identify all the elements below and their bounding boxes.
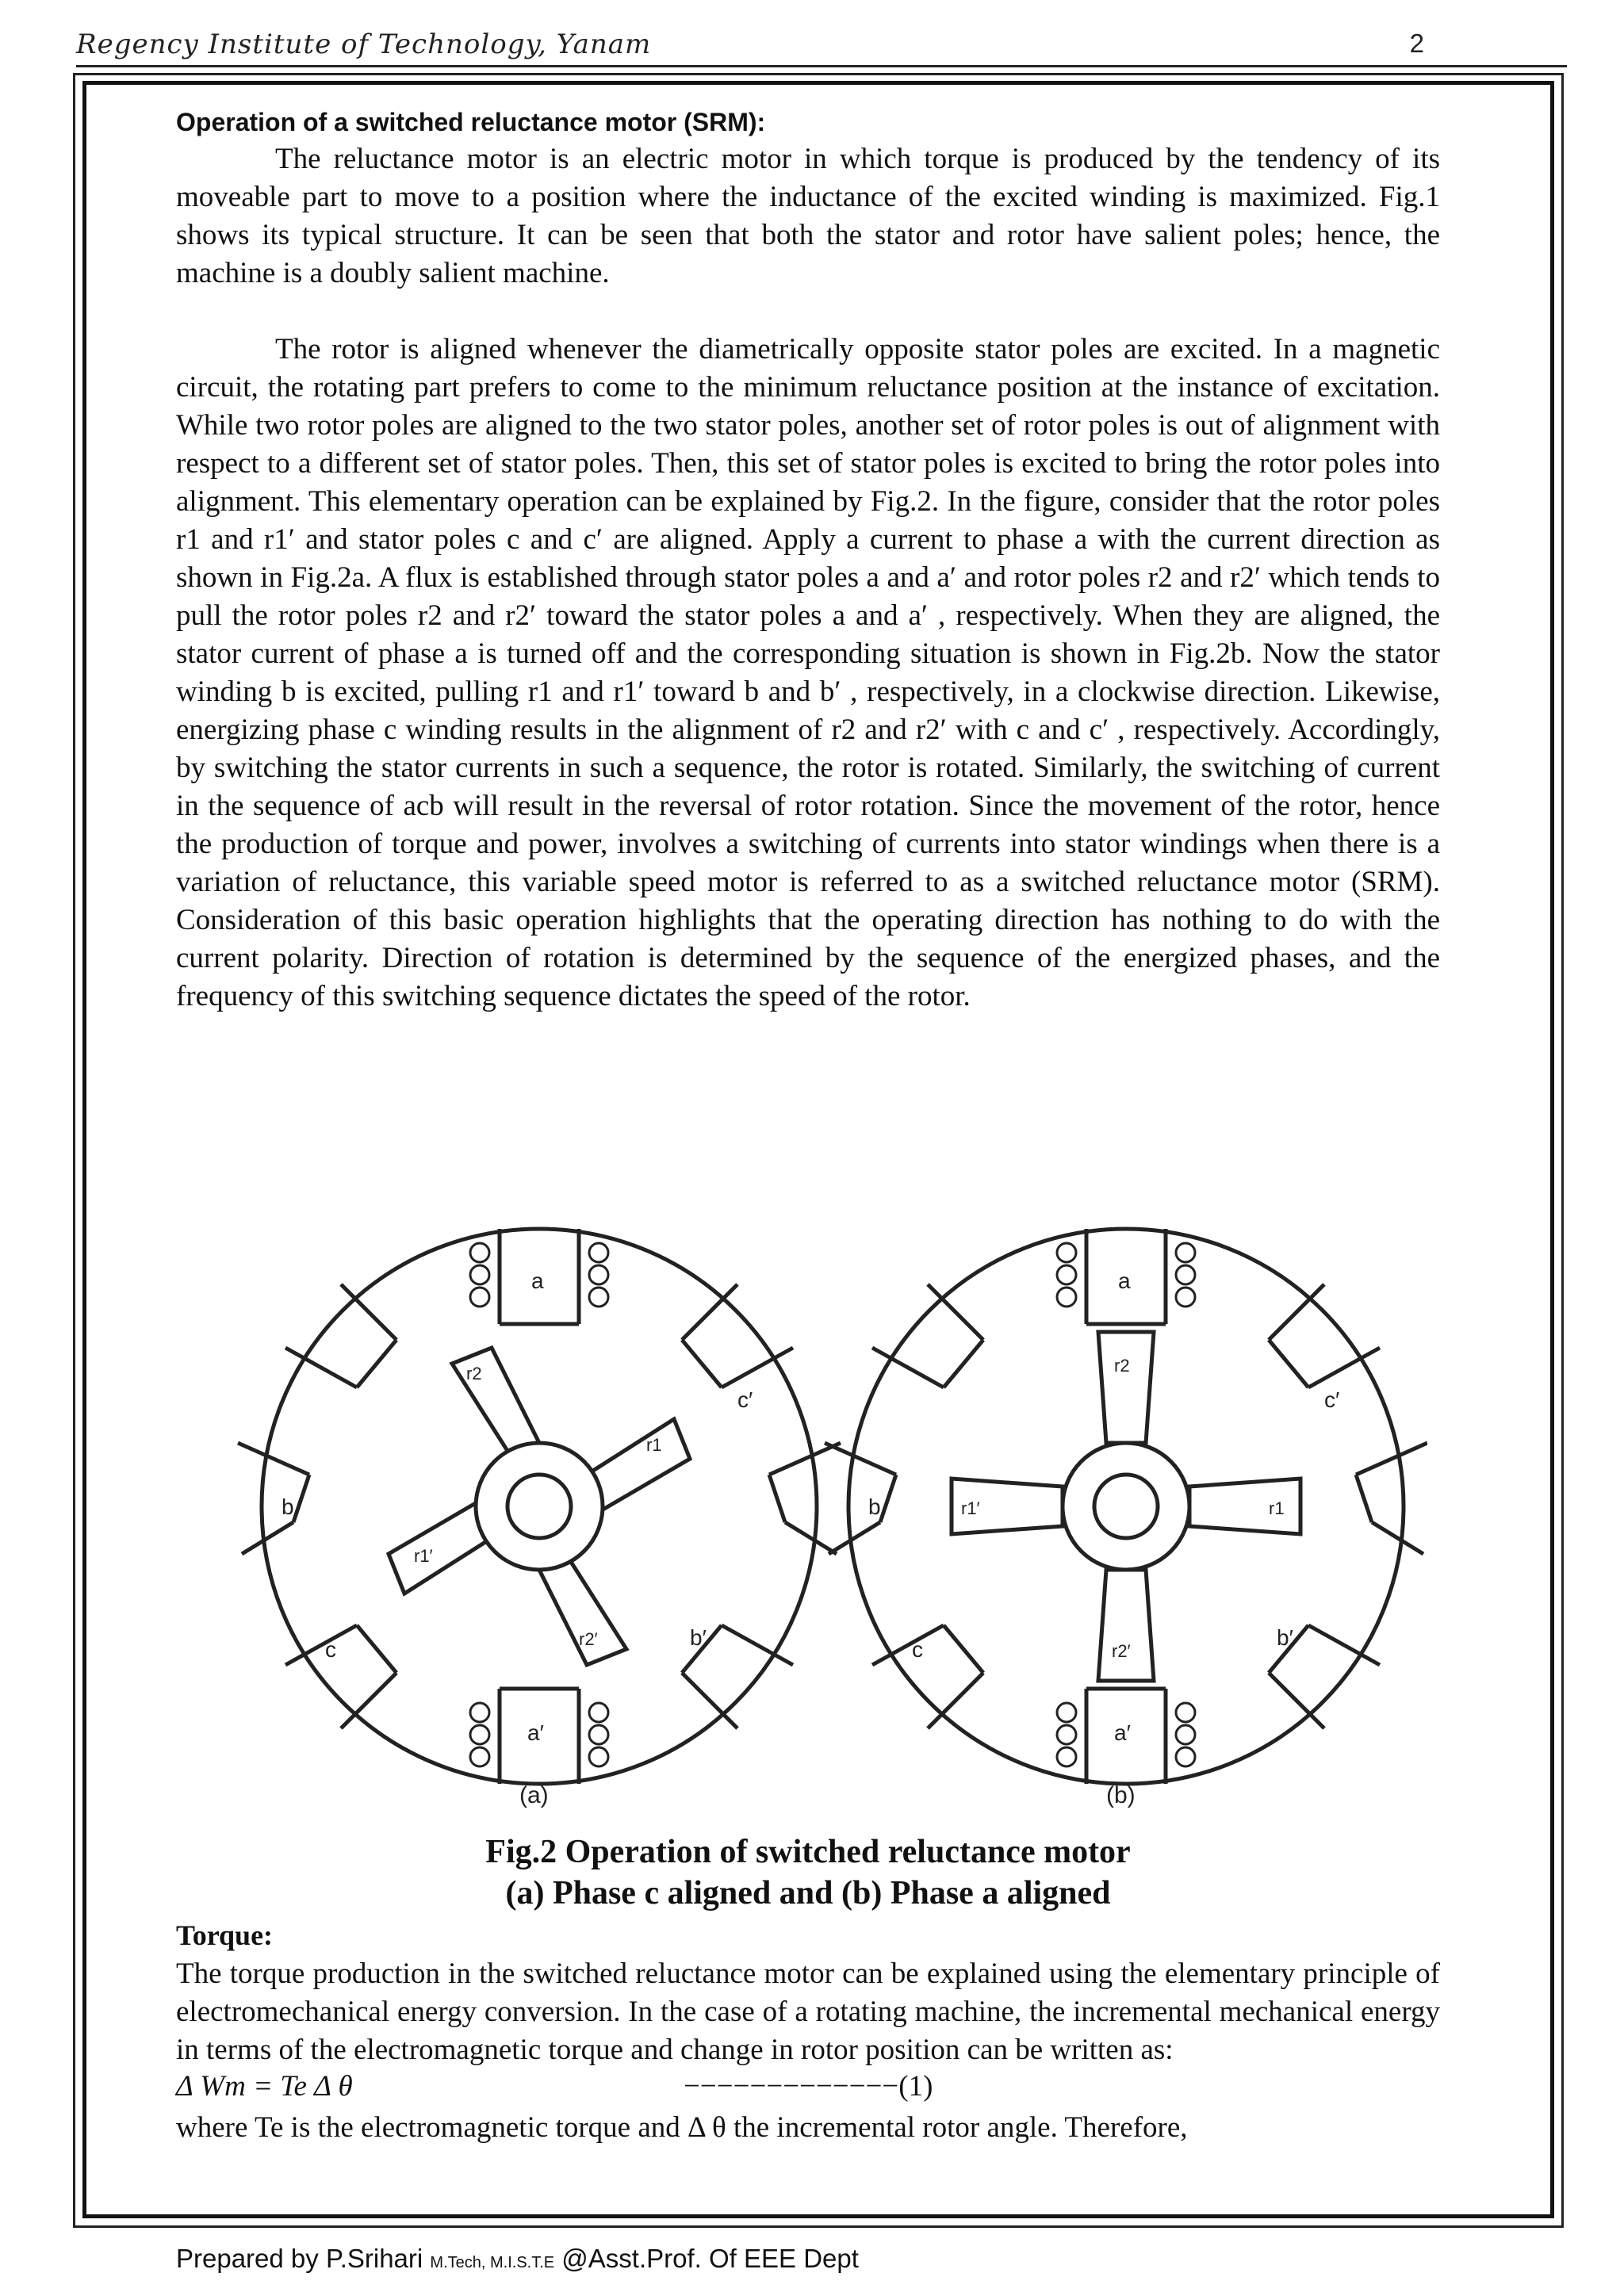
label-a-pole-c: c bbox=[325, 1637, 336, 1662]
footer-prefix: Prepared by P.Srihari bbox=[176, 2244, 431, 2273]
page-number: 2 bbox=[1409, 29, 1424, 58]
subfigure-label-b: (b) bbox=[1106, 1782, 1136, 1808]
label-a-r1-prime: r1′ bbox=[414, 1546, 433, 1566]
label-a-pole-a-prime: a′ bbox=[527, 1720, 544, 1745]
page-footer bbox=[176, 2244, 859, 2274]
motor-b bbox=[825, 1229, 1427, 1784]
label-b-pole-b-prime: b′ bbox=[1277, 1625, 1293, 1650]
torque-section bbox=[176, 1919, 1440, 2147]
figure-caption bbox=[176, 1831, 1440, 1914]
torque-paragraph: The torque production in the switched reluctance motor can be explained using the elementary principle of electromechanical energy conversion. In the case of a rotating machine, the incremental mechanical energy in terms of the electromagnetic torque and change in rotor position can be written as: bbox=[176, 1957, 1440, 2066]
subfigure-label-a: (a) bbox=[519, 1782, 549, 1808]
label-b-pole-b: b bbox=[868, 1494, 881, 1519]
torque-heading: Torque: bbox=[176, 1919, 274, 1951]
label-b-r2-prime: r2′ bbox=[1112, 1641, 1131, 1661]
equation-1 bbox=[176, 2069, 1440, 2109]
label-b-pole-c-prime: c′ bbox=[1324, 1387, 1340, 1412]
label-b-pole-c: c bbox=[912, 1637, 923, 1662]
srm-diagram bbox=[206, 1213, 1427, 1823]
footer-suffix: @Asst.Prof. Of EEE Dept bbox=[554, 2244, 859, 2273]
label-a-pole-a: a bbox=[531, 1269, 544, 1293]
label-b-r1-prime: r1′ bbox=[961, 1498, 980, 1518]
label-a-pole-b: b bbox=[282, 1494, 294, 1519]
label-a-r2-prime: r2′ bbox=[579, 1629, 598, 1649]
header-rule bbox=[76, 65, 1567, 67]
footer-degrees: M.Tech, M.I.S.T.E bbox=[430, 2254, 555, 2271]
caption-line-1: Fig.2 Operation of switched reluctance motor bbox=[485, 1834, 1131, 1870]
section-heading: Operation of a switched reluctance motor (SRM): bbox=[176, 108, 766, 136]
page-header bbox=[76, 24, 1424, 71]
label-a-r2: r2 bbox=[466, 1364, 482, 1383]
label-b-pole-a: a bbox=[1118, 1269, 1131, 1293]
operation-paragraph: The rotor is aligned whenever the diametrically opposite stator poles are excited. In a magnetic circuit, the rotating part prefers to come to the minimum reluctance position at the instance of excitation. While two rotor poles are aligned to the two stator poles, another set of rotor poles is out of alignment with respect to a different set of stator poles. Then, this set of stator poles is excited to bring the rotor poles into alignment. This elementary operation can be explained by Fig.2. In the figure, consider that the rotor poles r1 and r1′ and stator poles c and c′ are aligned. Apply a current to phase a with the current direction as shown in Fig.2a. A flux is established through stator poles a and a′ and rotor poles r2 and r2′ which tends to pull the rotor poles r2 and r2′ toward the stator poles a and a′ , respectively. When they are aligned, the stator current of phase a is turned off and the corresponding situation is shown in Fig.2b. Now the stator winding b is excited, pulling r1 and r1′ toward b and b′ , respectively, in a clockwise direction. Likewise, energizing phase c winding results in the alignment of r2 and r2′ with c and c′ , respectively. Accordingly, by switching the stator currents in such a sequence, the rotor is rotated. Similarly, the switching of current in the sequence of acb will result in the reversal of rotor rotation. Since the movement of the rotor, hence the production of torque and power, involves a switching of currents into stator windings when there is a variation of reluctance, this variable speed motor is referred to as a switched reluctance motor (SRM). Consideration of this basic operation highlights that the operating direction has nothing to do with the current polarity. Direction of rotation is determined by the sequence of the energized phases, and the frequency of this switching sequence dictates the speed of the rotor. bbox=[176, 333, 1440, 1012]
caption-line-2: (a) Phase c aligned and (b) Phase a aligned bbox=[505, 1875, 1111, 1911]
intro-paragraph: The reluctance motor is an electric motor in which torque is produced by the tendency of its moveable part to move to a position where the inductance of the excited winding is maximized. Fig.1 shows its typical structure. It can be seen that both the stator and rotor have salient poles; hence, the machine is a doubly salient machine. bbox=[176, 143, 1440, 289]
label-b-r1: r1 bbox=[1269, 1498, 1285, 1518]
equation-expression: Δ Wm = Te Δ θ bbox=[176, 2070, 353, 2103]
institute-title: Regency Institute of Technology, Yanam bbox=[76, 29, 652, 60]
torque-after-text: where Te is the electromagnetic torque and Δ θ the incremental rotor angle. Therefore, bbox=[176, 2111, 1188, 2144]
main-content bbox=[176, 108, 1440, 1016]
label-a-pole-c-prime: c′ bbox=[737, 1387, 753, 1412]
label-a-r1: r1 bbox=[646, 1435, 662, 1455]
motor-a bbox=[238, 1229, 841, 1784]
srm-figure bbox=[206, 1213, 1427, 1823]
label-b-r2: r2 bbox=[1114, 1356, 1130, 1376]
label-b-pole-a-prime: a′ bbox=[1114, 1720, 1131, 1745]
equation-number: −−−−−−−−−−−−−(1) bbox=[684, 2070, 933, 2103]
label-a-pole-b-prime: b′ bbox=[690, 1625, 707, 1650]
